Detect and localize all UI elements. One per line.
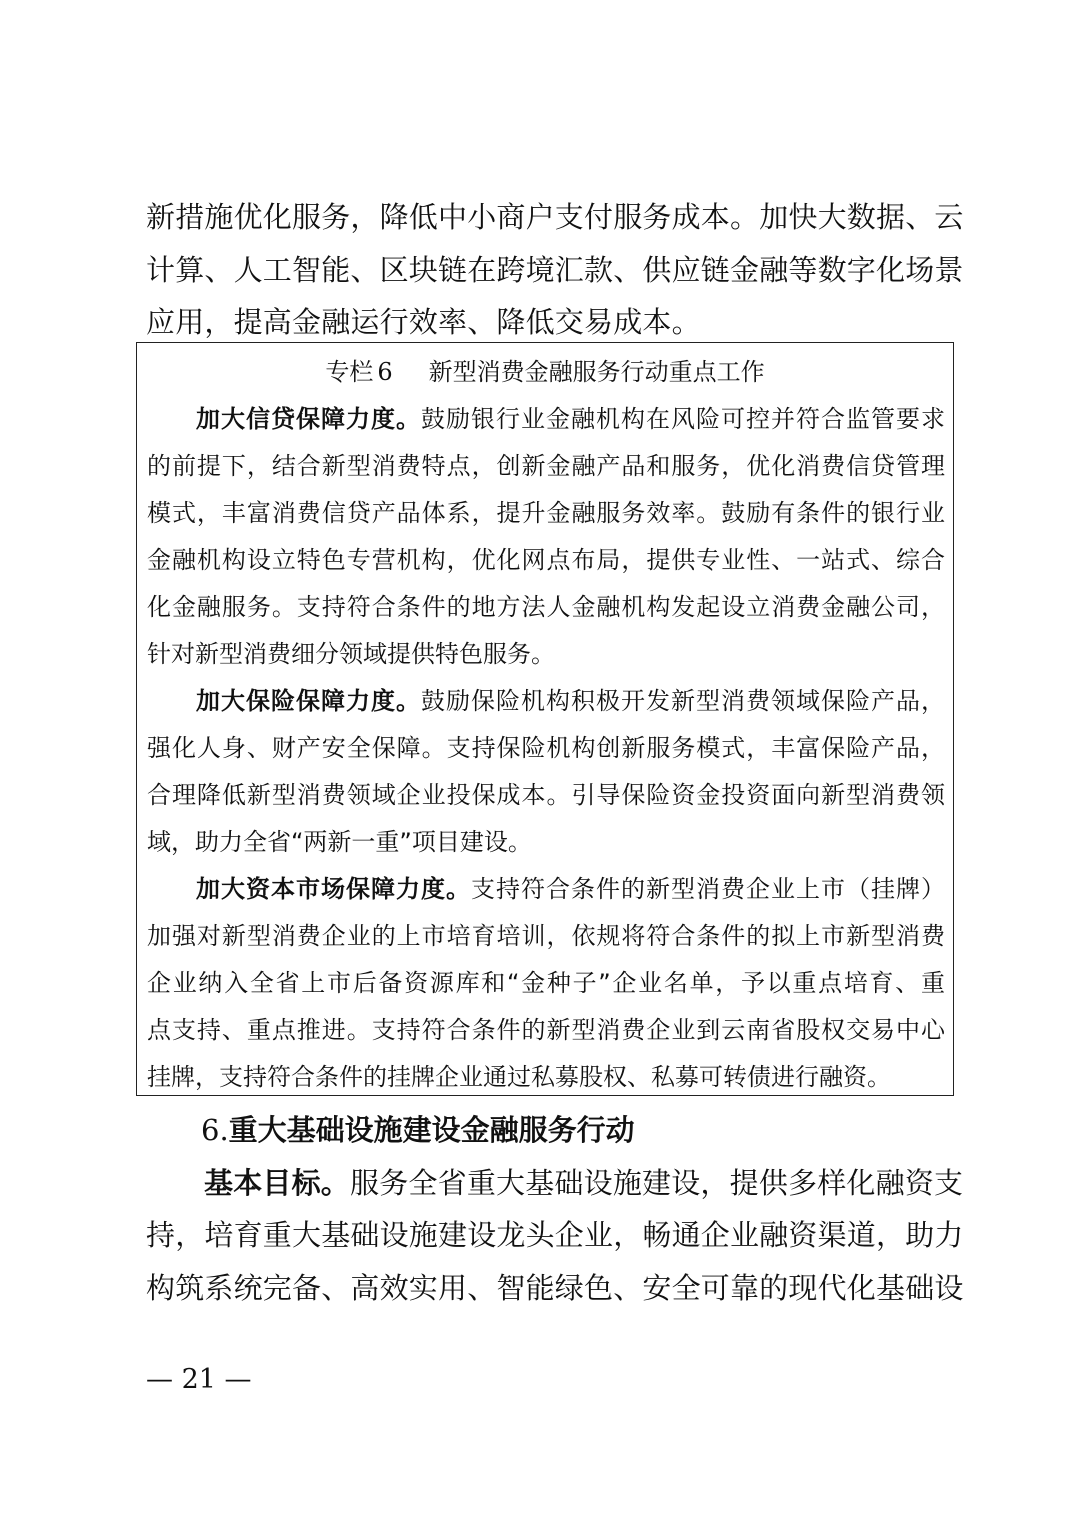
target-paragraph-first-line: 基本目标。服务全省重大基础设施建设，提供多样化融资支 (204, 1166, 964, 1200)
target-line-3: 构筑系统完备、高效实用、智能绿色、安全可靠的现代化基础设 (146, 1271, 964, 1305)
capital-market-line-2: 加强对新型消费企业的上市培育培训，依规将符合条件的拟上市新型消费 (147, 922, 945, 950)
insurance-paragraph-first-line: 加大保险保障力度。鼓励保险机构积极开发新型消费领域保险产品， (196, 687, 945, 715)
insurance-line-4: 域，助力全省“两新一重”项目建设。 (147, 828, 532, 856)
credit-line-3: 模式，丰富消费信贷产品体系，提升金融服务效率。鼓励有条件的银行业 (147, 499, 945, 527)
credit-line-5: 化金融服务。支持符合条件的地方法人金融机构发起设立消费金融公司， (147, 593, 945, 621)
column-title-number: 6 (377, 358, 393, 386)
intro-line-2: 计算、人工智能、区块链在跨境汇款、供应链金融等数字化场景 (146, 253, 964, 287)
capital-market-line-5: 挂牌，支持符合条件的挂牌企业通过私募股权、私募可转债进行融资。 (147, 1063, 891, 1091)
column-title (136, 360, 954, 384)
section-heading (201, 1113, 635, 1147)
capital-market-line-4: 点支持、重点推进。支持符合条件的新型消费企业到云南省股权交易中心 (147, 1016, 945, 1044)
insurance-line-3: 合理降低新型消费领域企业投保成本。引导保险资金投资面向新型消费领 (147, 781, 945, 809)
credit-line-4: 金融机构设立特色专营机构，优化网点布局，提供专业性、一站式、综合 (147, 546, 945, 574)
section-title: 重大基础设施建设金融服务行动 (228, 1113, 635, 1147)
capital-market-line-3: 企业纳入全省上市后备资源库和“金种子”企业名单，予以重点培育、重 (147, 969, 945, 997)
insurance-lead: 加大保险保障力度。 (196, 687, 421, 715)
credit-line-2: 的前提下，结合新型消费特点，创新金融产品和服务，优化消费信贷管理 (147, 452, 945, 480)
insurance-line-2: 强化人身、财产安全保障。支持保险机构创新服务模式，丰富保险产品， (147, 734, 945, 762)
column-title-text: 新型消费金融服务行动重点工作 (428, 358, 765, 386)
credit-line-6: 针对新型消费细分领域提供特色服务。 (147, 640, 555, 668)
column-title-prefix: 专栏 (325, 358, 374, 386)
credit-lead: 加大信贷保障力度。 (196, 405, 421, 433)
capital-market-lead: 加大资本市场保障力度。 (196, 875, 471, 903)
intro-line-3: 应用，提高金融运行效率、降低交易成本。 (146, 305, 701, 339)
target-lead: 基本目标。 (204, 1166, 351, 1200)
target-line-2: 持，培育重大基础设施建设龙头企业，畅通企业融资渠道，助力 (146, 1218, 964, 1252)
page-number: — 21 — (146, 1364, 252, 1395)
credit-paragraph-first-line: 加大信贷保障力度。鼓励银行业金融机构在风险可控并符合监管要求 (196, 405, 945, 433)
capital-market-paragraph-first-line: 加大资本市场保障力度。支持符合条件的新型消费企业上市（挂牌） (196, 875, 945, 903)
intro-line-1: 新措施优化服务，降低中小商户支付服务成本。加快大数据、云 (146, 200, 964, 234)
section-number: 6. (201, 1113, 229, 1147)
